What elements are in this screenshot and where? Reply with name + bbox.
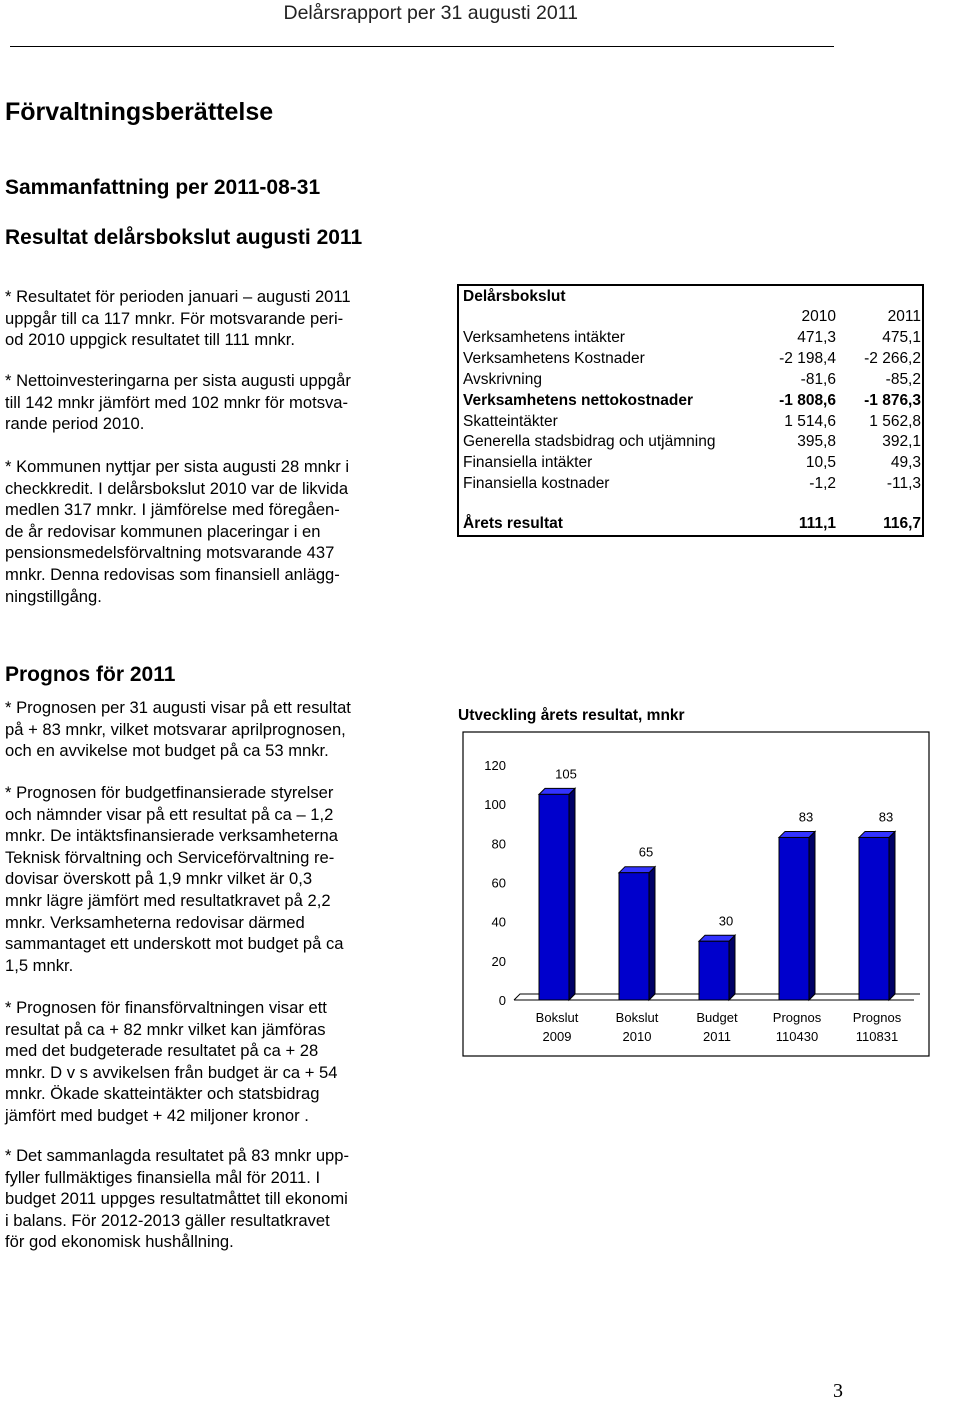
forecast-heading: Prognos för 2011 [5, 663, 176, 686]
bar [779, 837, 809, 1000]
table-row: Avskrivning -81,6 -85,2 [463, 371, 921, 388]
x-tick-label: Prognos [772, 1010, 822, 1025]
table-row: Verksamhetens Kostnader -2 198,4 -2 266,2 [463, 350, 921, 367]
summary-paragraph-1: * Resultatet för perioden januari – augusti 2011 uppgår till ca 117 mnkr. För motsvarande peri- od 2010 uppgick resultatet till 111 mnkr. [5, 287, 351, 350]
table-title: Delårsbokslut [463, 288, 566, 305]
table-row: Generella stadsbidrag och utjämning 395,8 392,1 [463, 433, 921, 450]
forecast-paragraph-4: * Det sammanlagda resultatet på 83 mnkr upp- fyller fullmäktiges finansiella mål för 2011. I budget 2011 uppges resultatmåttet till ekonomi i balans. För 2012-2013 gäller resultatkravet för god ekonomisk hushållning. [5, 1146, 350, 1252]
table-row: Finansiella kostnader -1,2 -11,3 [463, 475, 921, 492]
bar-side [729, 935, 735, 1000]
x-tick-label: 2011 [703, 1029, 731, 1044]
x-tick-label: 110430 [775, 1029, 819, 1044]
data-label: 83 [798, 809, 814, 825]
bar-top [859, 831, 895, 837]
interim-accounts-table [457, 284, 924, 537]
chart-title: Utveckling årets resultat, mnkr [458, 707, 685, 724]
x-tick-label: Budget [696, 1010, 738, 1025]
y-tick-label: 40 [491, 914, 506, 930]
x-tick-label: Bokslut [535, 1010, 579, 1025]
bar-side [889, 831, 895, 1000]
bar [539, 794, 569, 1000]
data-label: 105 [555, 766, 577, 782]
y-tick-label: 20 [491, 953, 506, 969]
y-tick-label: 0 [498, 993, 506, 1008]
summary-heading: Sammanfattning per 2011-08-31 [5, 176, 321, 199]
bar [859, 837, 889, 1000]
bar-side [569, 788, 575, 1000]
bar-side [809, 831, 815, 1000]
y-tick-label: 60 [491, 875, 506, 891]
forecast-paragraph-3: * Prognosen för finansförvaltningen visar ett resultat på ca + 82 mnkr vilket kan jämföras med det budgeterade resultatet på ca + 28 mnkr. D v s avvikelsen från budget är ca + 54 mnkr. Ökade skatteintäkter och statsbidrag jämfört med budget + 42 miljoner kronor . [5, 998, 338, 1125]
page-number: 3 [833, 1380, 843, 1402]
y-tick-label: 120 [484, 758, 506, 773]
running-header: Delårsrapport per 31 augusti 2011 [283, 2, 578, 24]
table-header-row [463, 308, 921, 328]
result-subheading: Resultat delårsbokslut augusti 2011 [5, 226, 363, 249]
table-total-row: Årets resultat 111,1 116,7 [463, 515, 921, 532]
y-tick-label: 80 [491, 836, 506, 852]
table-row: Finansiella intäkter 10,5 49,3 [463, 454, 921, 471]
bar [619, 873, 649, 1000]
summary-paragraph-3: * Kommunen nyttjar per sista augusti 28 mnkr i checkkredit. I delårsbokslut 2010 var de likvida medlen 317 mnkr. I jämförelse med föregåen- de år redovisar kommunen placeringar i en pensionsmedelsförvaltning motsvarande 437 mnkr. Denna redovisas som finansiell anlägg- ningstillgång. [5, 457, 350, 606]
bar-top [539, 788, 575, 794]
summary-paragraph-2: * Nettoinvesteringarna per sista augusti uppgår till 142 mnkr jämfört med 102 mnkr för motsva- rande period 2010. [5, 371, 351, 434]
y-tick-label: 100 [484, 797, 506, 813]
result-bar-chart [462, 731, 930, 1057]
table-row: Skatteintäkter 1 514,6 1 562,8 [463, 413, 921, 430]
data-label: 65 [638, 844, 654, 860]
bar-top [779, 831, 815, 837]
x-tick-label: 2010 [622, 1029, 652, 1044]
bar-top [619, 867, 655, 873]
column-header-2011: 2011 [887, 308, 921, 325]
header-rule [10, 46, 834, 47]
bar-top [699, 935, 735, 941]
x-tick-label: 2009 [542, 1029, 572, 1044]
x-tick-label: Bokslut [615, 1010, 659, 1025]
column-header-2010: 2010 [801, 308, 836, 325]
page-title: Förvaltningsberättelse [5, 98, 274, 126]
bar [699, 941, 729, 1000]
table-row: Verksamhetens intäkter 471,3 475,1 [463, 329, 921, 346]
x-tick-label: Prognos [852, 1010, 902, 1025]
data-label: 83 [878, 809, 894, 825]
data-label: 30 [718, 913, 734, 929]
bar-side [649, 867, 655, 1000]
forecast-paragraph-2: * Prognosen för budgetfinansierade styrelser och nämnder visar på ett resultat på ca – 1,2 mnkr. De intäktsfinansierade verksamheterna Teknisk förvaltning och Serviceförvaltning re- dovisar överskott på 1,9 mnkr vilket är 0,3 mnkr lägre jämfört med resultatkravet på 2,2 mnkr. Verksamheterna redovisar därmed sammantaget ett underskott mot budget på ca 1,5 mnkr. [5, 783, 344, 975]
x-tick-label: 110831 [855, 1029, 899, 1044]
table-row: Verksamhetens nettokostnader -1 808,6 -1 876,3 [463, 392, 921, 409]
forecast-paragraph-1: * Prognosen per 31 augusti visar på ett resultat på + 83 mnkr, vilket motsvarar aprilprognosen, och en avvikelse mot budget på ca 53 mnkr. [5, 698, 351, 761]
